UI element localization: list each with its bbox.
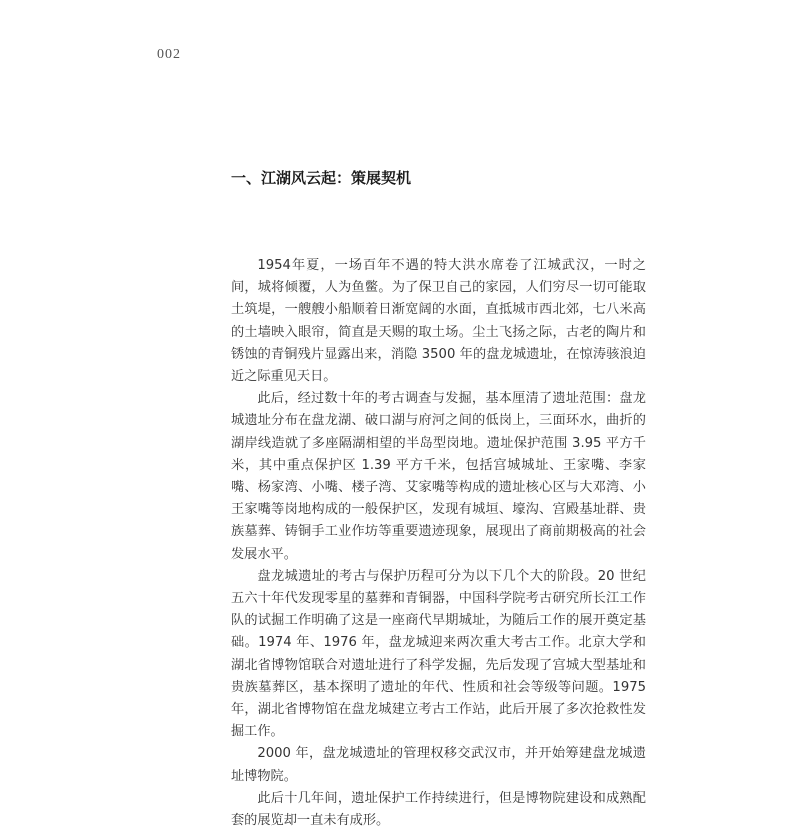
paragraph-3: 盘龙城遗址的考古与保护历程可分为以下几个大的阶段。20 世纪五六十年代发现零星的墓葬和青铜器，中国科学院考古研究所长江工作队的试掘工作明确了这是一座商代早期城址，为随后工作的展开奠定基础。1974 年、1976 年，盘龙城迎来两次重大考古工作。北京大学和湖北省博物馆联合对遗址进行了科学发掘，先后发现了宫城大型基址和贵族墓葬区，基本探明了遗址的年代、性质和社会等级等问题。1975 年，湖北省博物馆在盘龙城建立考古工作站，此后开展了多次抢救性发掘工作。 — [231, 568, 646, 740]
paragraph-4: 2000 年，盘龙城遗址的管理权移交武汉市，并开始筹建盘龙城遗址博物院。 — [231, 746, 646, 784]
page-number: 002 — [157, 47, 181, 62]
paragraph-2: 此后，经过数十年的考古调查与发掘，基本厘清了遗址范围：盘龙城遗址分布在盘龙湖、破口湖与府河之间的低岗上，三面环水，曲折的湖岸线造就了多座隔湖相望的半岛型岗地。遗址保护范围 3.95 平方千米，其中重点保护区 1.39 平方千米，包括宫城城址、王家嘴、李家嘴、杨家湾、小嘴、楼子湾、艾家嘴等构成的遗址核心区与大邓湾、小王家嘴等岗地构成的一般保护区，发现有城垣、壕沟、宫殿基址群、贵族墓葬、铸铜手工业作坊等重要遗迹现象，展现出了商前期极高的社会发展水平。 — [231, 391, 646, 562]
body-text — [231, 255, 646, 832]
paragraph-1: 1954年夏，一场百年不遇的特大洪水席卷了江城武汉，一时之间，城将倾覆，人为鱼鳖。为了保卫自己的家园，人们穷尽一切可能取土筑堤，一艘艘小船顺着日渐宽阔的水面，直抵城市西北郊，七八米高的土墙映入眼帘，简直是天赐的取土场。尘土飞扬之际，古老的陶片和锈蚀的青铜残片显露出来，消隐 3500 年的盘龙城遗址，在惊涛骇浪迫近之际重见天日。 — [231, 258, 646, 385]
paragraph-5: 此后十几年间，遗址保护工作持续进行，但是博物院建设和成熟配套的展览却一直未有成形。 — [231, 790, 646, 829]
section-heading: 一、江湖风云起：策展契机 — [231, 169, 412, 187]
